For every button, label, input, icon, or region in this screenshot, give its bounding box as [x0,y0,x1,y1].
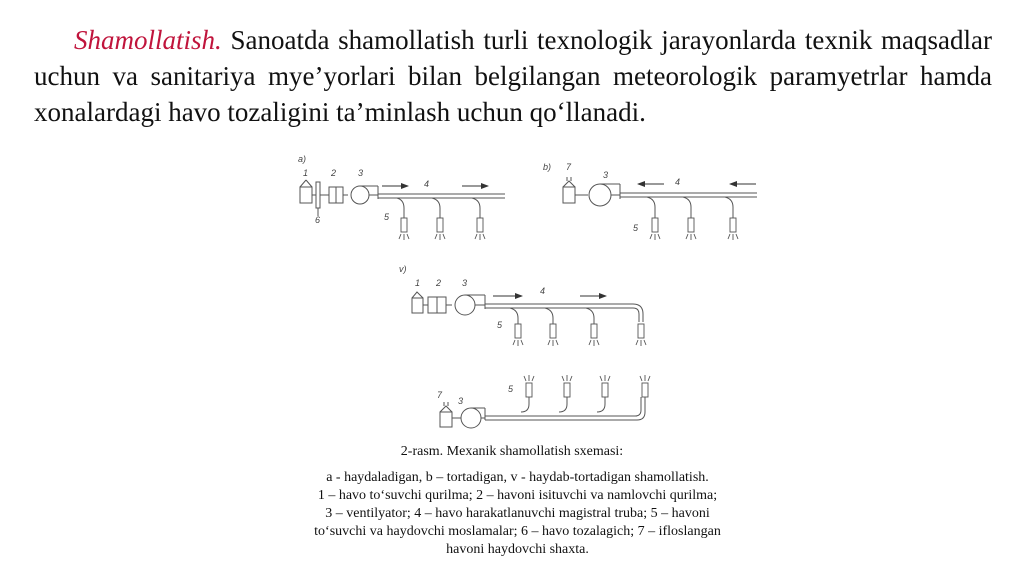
panel-b-num-7: 7 [566,162,572,172]
caption-line: 3 – ventilyator; 4 – havo harakatlanuvchi magistral truba; 5 – havoni [325,506,710,521]
panel-v-num-2: 2 [436,278,442,288]
panel-v-diagram [412,292,650,428]
caption-line: a - haydaladigan, b – tortadigan, v - haydab-tortadigan shamollatish. [326,470,709,485]
panel-a-label: a) [298,154,307,164]
panel-v-num-1: 1 [415,278,421,288]
figure-caption-title: 2-rasm. Mexanik shamollatish sxemasi: [400,444,624,459]
panel-v-label: v) [399,264,407,274]
panel-b-label: b) [543,162,552,172]
panel-a-num-6: 6 [315,215,321,225]
paragraph-text: Sanoatda shamollatish turli texnologik jarayonlarda texnik maqsadlar uchun va sanitariya mye’yorlari bilan belgilangan meteorologik paramyetrlar hamda xonalardagi havo tozaligini ta’minlash uchun qo‘llanadi. [34,25,992,127]
caption-line: havoni haydovchi shaxta. [446,542,589,557]
panel-a-num-1: 1 [303,168,309,178]
panel-v-num-4: 4 [540,286,546,296]
caption-line: to‘suvchi va haydovchi moslamalar; 6 – havo tozalagich; 7 – ifloslangan [314,524,721,539]
panel-b-num-4: 4 [675,177,681,187]
panel-a-num-3: 3 [358,168,364,178]
panel-a-num-2: 2 [331,168,337,178]
panel-v-num-7: 7 [437,390,443,400]
panel-v-num-5-upper: 5 [497,320,503,330]
panel-v-num-5-lower: 5 [508,384,514,394]
panel-a-diagram [300,180,505,240]
caption-line: 1 – havo to‘suvchi qurilma; 2 – havoni isituvchi va namlovchi qurilma; [317,488,718,503]
panel-v-num-3-lower: 3 [458,396,464,406]
figure-caption-legend [270,469,765,559]
panel-a-num-4: 4 [424,179,430,189]
panel-b-num-5: 5 [633,223,639,233]
term-shamollatish: Shamollatish. [74,25,222,55]
panel-b-diagram [563,177,757,240]
panel-v-num-3: 3 [462,278,468,288]
panel-b-num-3: 3 [603,170,609,180]
panel-a-num-5: 5 [384,212,390,222]
